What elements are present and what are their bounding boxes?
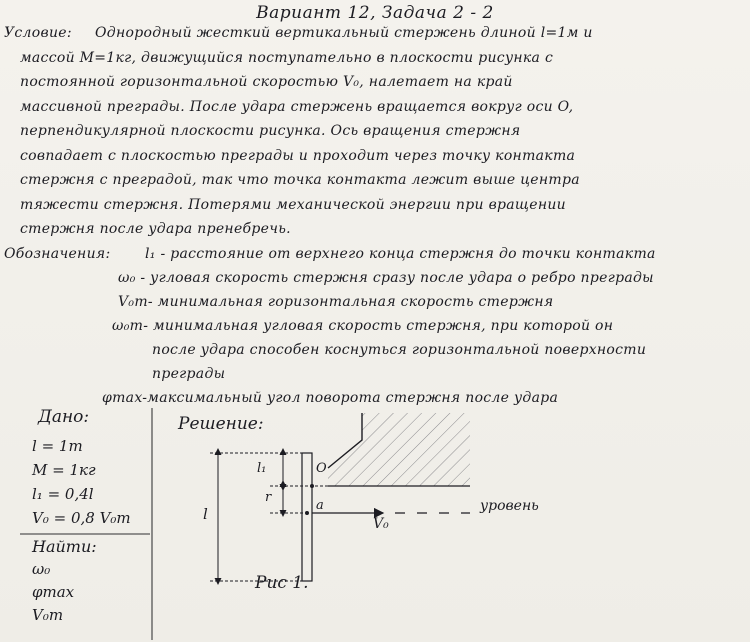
condition-line: тяжести стержня. Потерями механической энергии при вращении [20,197,566,213]
notation-line: ω₀m- минимальная угловая скорость стержня, при которой он [112,318,614,334]
solution-label: Решение: [178,414,264,434]
given-item: l₁ = 0,4l [32,485,94,503]
given-item: V₀ = 0,8 V₀m [32,509,131,527]
condition-line: массивной преграды. После удара стержень вращается вокруг оси O, [20,99,574,115]
label-v0: V₀ [373,516,389,532]
find-item: ω₀ [32,560,51,578]
notation-line: l₁ - расстояние от верхнего конца стержня до точки контакта [145,246,656,262]
notation-line: преграды [152,366,226,382]
notation-label: Обозначения: [4,246,111,262]
figure-caption: Рис 1. [255,573,309,593]
find-item: φmax [32,583,75,601]
label-l1: l₁ [257,461,267,476]
given-item: M = 1кг [32,461,96,479]
given-label: Дано: [38,407,90,427]
condition-line: стержня с преградой, так что точка контакта лежит выше центра [20,172,580,188]
condition-line: массой M=1кг, движущийся поступательно в плоскости рисунка с [20,50,554,66]
obstacle [328,413,470,486]
find-label: Найти: [32,537,97,556]
notation-line: V₀m- минимальная горизонтальная скорость стержня [118,294,554,310]
center-of-mass-a [305,511,309,515]
notation-line: после удара способен коснуться горизонтальной поверхности [152,342,647,358]
given-item: l = 1m [32,437,83,455]
condition-line: постоянной горизонтальной скоростью V₀, налетает на край [20,74,513,90]
condition-line: Однородный жесткий вертикальный стержень длиной l=1м и [95,25,593,41]
contact-point-O [310,484,314,488]
rod [302,453,312,581]
label-r: r [265,490,272,505]
find-item: V₀m [32,606,64,624]
label-O: O [316,461,327,476]
condition-line: перпендикулярной плоскости рисунка. Ось вращения стержня [20,123,521,139]
notation-line: φmax-максимальный угол поворота стержня после удара [102,390,559,406]
condition-label: Условие: [4,25,72,41]
label-a: a [316,498,324,513]
page-title: Вариант 12, Задача 2 - 2 [256,3,494,23]
condition-line: стержня после удара пренебречь. [20,221,291,237]
label-l: l [203,505,208,523]
label-level: уровень [480,498,539,514]
condition-line: совпадает с плоскостью преграды и проходит через точку контакта [20,148,576,164]
notation-line: ω₀ - угловая скорость стержня сразу после удара о ребро преграды [118,270,654,286]
